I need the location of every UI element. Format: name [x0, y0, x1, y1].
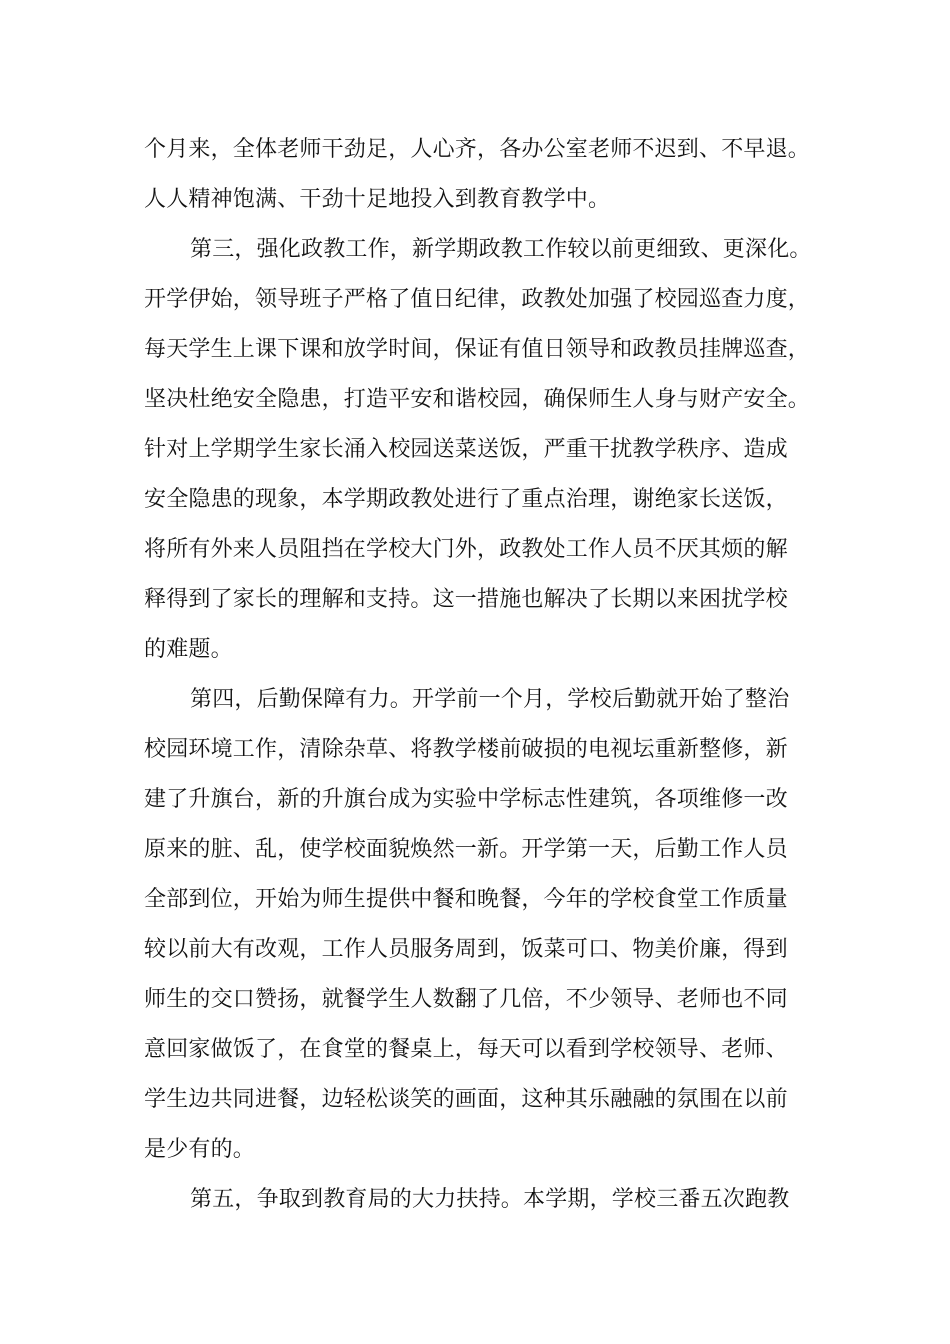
text-line: 坚决杜绝安全隐患，打造平安和谐校园，确保师生人身与财产安全。: [144, 387, 811, 412]
text-line: 将所有外来人员阻挡在学校大门外，政教处工作人员不厌其烦的解: [144, 537, 788, 562]
text-line: 师生的交口赞扬，就餐学生人数翻了几倍，不少领导、老师也不同: [144, 987, 788, 1012]
text-line: 开学伊始，领导班子严格了值日纪律，政教处加强了校园巡查力度，: [144, 287, 811, 312]
text-line: 释得到了家长的理解和支持。这一措施也解决了长期以来困扰学校: [144, 587, 788, 612]
text-line: 建了升旗台，新的升旗台成为实验中学标志性建筑，各项维修一改: [144, 787, 788, 812]
text-line: 学生边共同进餐，边轻松谈笑的画面，这种其乐融融的氛围在以前: [144, 1087, 788, 1112]
paragraph-start-line: 第四，后勤保障有力。开学前一个月，学校后勤就开始了整治: [190, 687, 790, 712]
text-line: 意回家做饭了，在食堂的餐桌上，每天可以看到学校领导、老师、: [144, 1037, 788, 1062]
paragraph-start-line: 第三，强化政教工作，新学期政教工作较以前更细致、更深化。: [190, 237, 812, 262]
text-line: 个月来，全体老师干劲足，人心齐，各办公室老师不迟到、不早退。: [144, 137, 811, 162]
text-line: 原来的脏、乱，使学校面貌焕然一新。开学第一天，后勤工作人员: [144, 837, 788, 862]
text-line: 校园环境工作，清除杂草、将教学楼前破损的电视坛重新整修，新: [144, 737, 788, 762]
text-line: 的难题。: [144, 637, 233, 662]
text-line: 是少有的。: [144, 1137, 256, 1162]
text-line: 针对上学期学生家长涌入校园送菜送饭，严重干扰教学秩序、造成: [144, 437, 788, 462]
paragraph-start-line: 第五，争取到教育局的大力扶持。本学期，学校三番五次跑教: [190, 1187, 790, 1212]
text-line: 全部到位，开始为师生提供中餐和晚餐，今年的学校食堂工作质量: [144, 887, 788, 912]
text-line: 每天学生上课下课和放学时间，保证有值日领导和政教员挂牌巡查，: [144, 337, 811, 362]
text-line: 人人精神饱满、干劲十足地投入到教育教学中。: [144, 187, 611, 212]
text-line: 较以前大有改观，工作人员服务周到，饭菜可口、物美价廉，得到: [144, 937, 788, 962]
text-line: 安全隐患的现象，本学期政教处进行了重点治理，谢绝家长送饭，: [144, 487, 788, 512]
